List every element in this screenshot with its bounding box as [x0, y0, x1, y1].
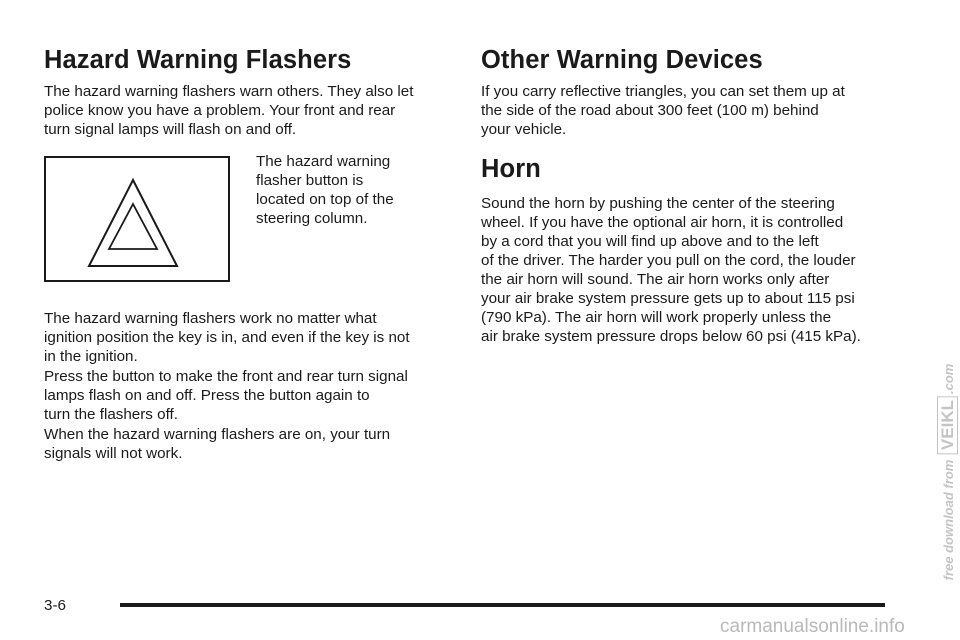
watermark-brand: VEIKL [937, 396, 958, 454]
other-devices-heading: Other Warning Devices [481, 46, 763, 74]
hazard-paragraph-3: When the hazard warning flashers are on, your turn signals will not work. [44, 426, 391, 462]
watermark-prefix: free download from [941, 459, 956, 581]
hazard-triangle-icon [46, 158, 228, 280]
hazard-paragraph-1: The hazard warning flashers work no matter what ignition position the key is in, and even if the key is not in the ignition. [44, 310, 410, 365]
figure-caption: The hazard warning flasher button is located on top of the steering column. [256, 153, 394, 227]
horn-heading: Horn [481, 155, 541, 183]
hazard-paragraph-2: Press the button to make the front and rear turn signal lamps flash on and off. Press the button again to turn the flashers off. [44, 368, 408, 423]
other-devices-text: If you carry reflective triangles, you can set them up at the side of the road about 300 feet (100 m) behind your vehicle. [481, 83, 845, 138]
footer-rule [120, 603, 885, 607]
horn-text: Sound the horn by pushing the center of the steering wheel. If you have the optional air horn, it is controlled by a cord that you will find up above and to the left of the driver. The harder you pull on the cord, the louder the air horn will sound. The air horn works only after your air brake system pressure gets up to about 115 psi (790 kPa). The air horn will work properly unless the air brake system pressure drops below 60 psi (415 kPa). [481, 195, 861, 345]
side-watermark [938, 364, 958, 581]
watermark-suffix: .com [941, 363, 956, 395]
hazard-intro: The hazard warning flashers warn others. They also let police know you have a problem. Your front and rear turn signal lamps will flash on and off. [44, 83, 414, 138]
hazard-figure [44, 156, 230, 282]
footer-site: carmanualsonline.info [720, 616, 905, 637]
page-number: 3-6 [44, 597, 66, 614]
hazard-heading: Hazard Warning Flashers [44, 46, 352, 74]
